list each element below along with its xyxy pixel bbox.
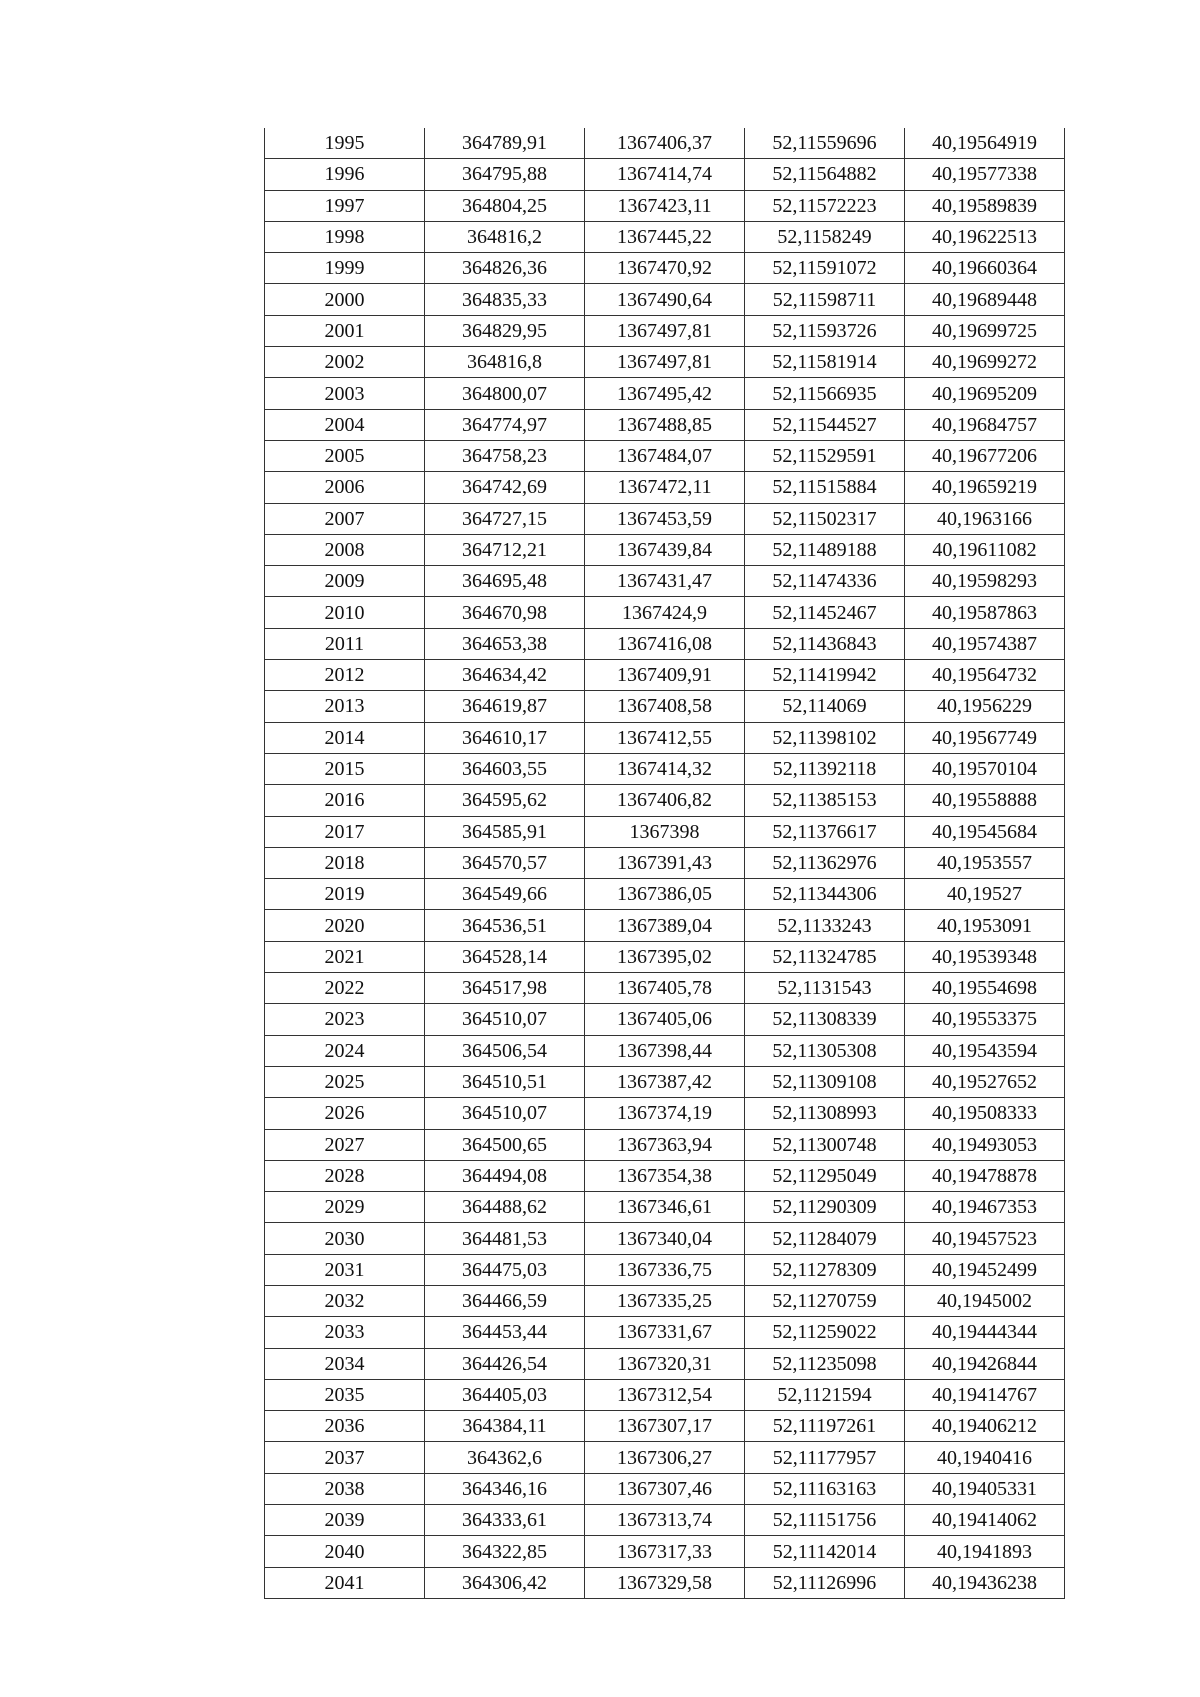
x-coordinate-cell: 364510,51 (425, 1066, 585, 1097)
longitude-cell: 40,19406212 (905, 1411, 1065, 1442)
point-number-cell: 2019 (265, 879, 425, 910)
y-coordinate-cell: 1367439,84 (585, 534, 745, 565)
longitude-cell: 40,19414767 (905, 1379, 1065, 1410)
x-coordinate-cell: 364610,17 (425, 722, 585, 753)
longitude-cell: 40,19611082 (905, 534, 1065, 565)
y-coordinate-cell: 1367445,22 (585, 221, 745, 252)
table-row (265, 660, 1065, 691)
x-coordinate-cell: 364306,42 (425, 1567, 585, 1598)
y-coordinate-cell: 1367488,85 (585, 409, 745, 440)
x-coordinate-cell: 364510,07 (425, 1004, 585, 1035)
longitude-cell: 40,19467353 (905, 1192, 1065, 1223)
longitude-cell: 40,1945002 (905, 1285, 1065, 1316)
x-coordinate-cell: 364506,54 (425, 1035, 585, 1066)
latitude-cell: 52,11324785 (745, 941, 905, 972)
point-number-cell: 2034 (265, 1348, 425, 1379)
x-coordinate-cell: 364453,44 (425, 1317, 585, 1348)
x-coordinate-cell: 364475,03 (425, 1254, 585, 1285)
x-coordinate-cell: 364653,38 (425, 628, 585, 659)
point-number-cell: 2005 (265, 440, 425, 471)
latitude-cell: 52,11151756 (745, 1505, 905, 1536)
latitude-cell: 52,11419942 (745, 660, 905, 691)
y-coordinate-cell: 1367320,31 (585, 1348, 745, 1379)
point-number-cell: 2014 (265, 722, 425, 753)
longitude-cell: 40,19622513 (905, 221, 1065, 252)
point-number-cell: 2002 (265, 347, 425, 378)
table-row (265, 847, 1065, 878)
longitude-cell: 40,1963166 (905, 503, 1065, 534)
table-body (265, 128, 1065, 1598)
longitude-cell: 40,19589839 (905, 190, 1065, 221)
latitude-cell: 52,11300748 (745, 1129, 905, 1160)
x-coordinate-cell: 364570,57 (425, 847, 585, 878)
table-row (265, 1411, 1065, 1442)
longitude-cell: 40,19677206 (905, 440, 1065, 471)
table-row (265, 347, 1065, 378)
table-row (265, 1473, 1065, 1504)
x-coordinate-cell: 364549,66 (425, 879, 585, 910)
latitude-cell: 52,11515884 (745, 472, 905, 503)
y-coordinate-cell: 1367406,82 (585, 785, 745, 816)
latitude-cell: 52,11362976 (745, 847, 905, 878)
point-number-cell: 2029 (265, 1192, 425, 1223)
table-row (265, 1098, 1065, 1129)
y-coordinate-cell: 1367412,55 (585, 722, 745, 753)
y-coordinate-cell: 1367424,9 (585, 597, 745, 628)
point-number-cell: 2004 (265, 409, 425, 440)
point-number-cell: 2015 (265, 753, 425, 784)
longitude-cell: 40,19444344 (905, 1317, 1065, 1348)
x-coordinate-cell: 364494,08 (425, 1160, 585, 1191)
y-coordinate-cell: 1367336,75 (585, 1254, 745, 1285)
x-coordinate-cell: 364536,51 (425, 910, 585, 941)
latitude-cell: 52,11591072 (745, 253, 905, 284)
latitude-cell: 52,11308339 (745, 1004, 905, 1035)
point-number-cell: 1997 (265, 190, 425, 221)
x-coordinate-cell: 364619,87 (425, 691, 585, 722)
table-row (265, 159, 1065, 190)
point-number-cell: 2033 (265, 1317, 425, 1348)
longitude-cell: 40,19695209 (905, 378, 1065, 409)
x-coordinate-cell: 364789,91 (425, 128, 585, 159)
point-number-cell: 2022 (265, 973, 425, 1004)
x-coordinate-cell: 364510,07 (425, 1098, 585, 1129)
point-number-cell: 2026 (265, 1098, 425, 1129)
point-number-cell: 2000 (265, 284, 425, 315)
longitude-cell: 40,19554698 (905, 973, 1065, 1004)
y-coordinate-cell: 1367312,54 (585, 1379, 745, 1410)
x-coordinate-cell: 364695,48 (425, 566, 585, 597)
table-row (265, 785, 1065, 816)
table-row (265, 1285, 1065, 1316)
latitude-cell: 52,11163163 (745, 1473, 905, 1504)
point-number-cell: 2017 (265, 816, 425, 847)
latitude-cell: 52,11489188 (745, 534, 905, 565)
x-coordinate-cell: 364488,62 (425, 1192, 585, 1223)
table-row (265, 1348, 1065, 1379)
x-coordinate-cell: 364774,97 (425, 409, 585, 440)
longitude-cell: 40,19660364 (905, 253, 1065, 284)
point-number-cell: 2011 (265, 628, 425, 659)
table-row (265, 472, 1065, 503)
y-coordinate-cell: 1367331,67 (585, 1317, 745, 1348)
point-number-cell: 2016 (265, 785, 425, 816)
table-row (265, 534, 1065, 565)
table-row (265, 566, 1065, 597)
latitude-cell: 52,11197261 (745, 1411, 905, 1442)
longitude-cell: 40,19414062 (905, 1505, 1065, 1536)
x-coordinate-cell: 364742,69 (425, 472, 585, 503)
longitude-cell: 40,19539348 (905, 941, 1065, 972)
table-row (265, 816, 1065, 847)
table-row (265, 1035, 1065, 1066)
y-coordinate-cell: 1367354,38 (585, 1160, 745, 1191)
table-row (265, 284, 1065, 315)
longitude-cell: 40,19689448 (905, 284, 1065, 315)
y-coordinate-cell: 1367470,92 (585, 253, 745, 284)
x-coordinate-cell: 364481,53 (425, 1223, 585, 1254)
longitude-cell: 40,19527 (905, 879, 1065, 910)
table-row (265, 1567, 1065, 1598)
point-number-cell: 2028 (265, 1160, 425, 1191)
latitude-cell: 52,11572223 (745, 190, 905, 221)
table-row (265, 315, 1065, 346)
latitude-cell: 52,11284079 (745, 1223, 905, 1254)
point-number-cell: 2003 (265, 378, 425, 409)
x-coordinate-cell: 364362,6 (425, 1442, 585, 1473)
table-row (265, 440, 1065, 471)
x-coordinate-cell: 364800,07 (425, 378, 585, 409)
table-row (265, 753, 1065, 784)
latitude-cell: 52,11529591 (745, 440, 905, 471)
point-number-cell: 2031 (265, 1254, 425, 1285)
point-number-cell: 2018 (265, 847, 425, 878)
latitude-cell: 52,11290309 (745, 1192, 905, 1223)
x-coordinate-cell: 364758,23 (425, 440, 585, 471)
x-coordinate-cell: 364346,16 (425, 1473, 585, 1504)
y-coordinate-cell: 1367398,44 (585, 1035, 745, 1066)
table-row (265, 879, 1065, 910)
point-number-cell: 2024 (265, 1035, 425, 1066)
latitude-cell: 52,11559696 (745, 128, 905, 159)
y-coordinate-cell: 1367307,17 (585, 1411, 745, 1442)
point-number-cell: 2036 (265, 1411, 425, 1442)
x-coordinate-cell: 364727,15 (425, 503, 585, 534)
point-number-cell: 1995 (265, 128, 425, 159)
y-coordinate-cell: 1367484,07 (585, 440, 745, 471)
table-row (265, 973, 1065, 1004)
point-number-cell: 1996 (265, 159, 425, 190)
table-row (265, 1192, 1065, 1223)
point-number-cell: 2040 (265, 1536, 425, 1567)
table-row (265, 628, 1065, 659)
y-coordinate-cell: 1367386,05 (585, 879, 745, 910)
y-coordinate-cell: 1367416,08 (585, 628, 745, 659)
latitude-cell: 52,11598711 (745, 284, 905, 315)
point-number-cell: 2025 (265, 1066, 425, 1097)
point-number-cell: 2027 (265, 1129, 425, 1160)
longitude-cell: 40,1953091 (905, 910, 1065, 941)
latitude-cell: 52,11305308 (745, 1035, 905, 1066)
point-number-cell: 1998 (265, 221, 425, 252)
y-coordinate-cell: 1367405,78 (585, 973, 745, 1004)
latitude-cell: 52,11392118 (745, 753, 905, 784)
latitude-cell: 52,11278309 (745, 1254, 905, 1285)
latitude-cell: 52,11235098 (745, 1348, 905, 1379)
latitude-cell: 52,11126996 (745, 1567, 905, 1598)
y-coordinate-cell: 1367340,04 (585, 1223, 745, 1254)
longitude-cell: 40,19570104 (905, 753, 1065, 784)
y-coordinate-cell: 1367317,33 (585, 1536, 745, 1567)
x-coordinate-cell: 364595,62 (425, 785, 585, 816)
longitude-cell: 40,1940416 (905, 1442, 1065, 1473)
table-row (265, 1505, 1065, 1536)
latitude-cell: 52,11308993 (745, 1098, 905, 1129)
table-row (265, 910, 1065, 941)
latitude-cell: 52,11566935 (745, 378, 905, 409)
latitude-cell: 52,1158249 (745, 221, 905, 252)
latitude-cell: 52,11259022 (745, 1317, 905, 1348)
longitude-cell: 40,19659219 (905, 472, 1065, 503)
latitude-cell: 52,11309108 (745, 1066, 905, 1097)
y-coordinate-cell: 1367389,04 (585, 910, 745, 941)
table-row (265, 253, 1065, 284)
table-row (265, 941, 1065, 972)
table-row (265, 1223, 1065, 1254)
longitude-cell: 40,19405331 (905, 1473, 1065, 1504)
coordinates-table (264, 128, 1065, 1599)
x-coordinate-cell: 364517,98 (425, 973, 585, 1004)
longitude-cell: 40,1941893 (905, 1536, 1065, 1567)
x-coordinate-cell: 364500,65 (425, 1129, 585, 1160)
table-row (265, 691, 1065, 722)
y-coordinate-cell: 1367406,37 (585, 128, 745, 159)
latitude-cell: 52,11177957 (745, 1442, 905, 1473)
point-number-cell: 2032 (265, 1285, 425, 1316)
longitude-cell: 40,19564919 (905, 128, 1065, 159)
table-row (265, 378, 1065, 409)
y-coordinate-cell: 1367414,32 (585, 753, 745, 784)
longitude-cell: 40,19457523 (905, 1223, 1065, 1254)
table-row (265, 190, 1065, 221)
longitude-cell: 40,19587863 (905, 597, 1065, 628)
table-row (265, 221, 1065, 252)
latitude-cell: 52,11376617 (745, 816, 905, 847)
y-coordinate-cell: 1367306,27 (585, 1442, 745, 1473)
x-coordinate-cell: 364816,8 (425, 347, 585, 378)
longitude-cell: 40,19543594 (905, 1035, 1065, 1066)
x-coordinate-cell: 364634,42 (425, 660, 585, 691)
y-coordinate-cell: 1367497,81 (585, 347, 745, 378)
x-coordinate-cell: 364466,59 (425, 1285, 585, 1316)
x-coordinate-cell: 364835,33 (425, 284, 585, 315)
latitude-cell: 52,11344306 (745, 879, 905, 910)
y-coordinate-cell: 1367313,74 (585, 1505, 745, 1536)
point-number-cell: 2006 (265, 472, 425, 503)
y-coordinate-cell: 1367363,94 (585, 1129, 745, 1160)
y-coordinate-cell: 1367398 (585, 816, 745, 847)
latitude-cell: 52,1133243 (745, 910, 905, 941)
latitude-cell: 52,11142014 (745, 1536, 905, 1567)
longitude-cell: 40,19452499 (905, 1254, 1065, 1285)
x-coordinate-cell: 364826,36 (425, 253, 585, 284)
longitude-cell: 40,19577338 (905, 159, 1065, 190)
latitude-cell: 52,11436843 (745, 628, 905, 659)
y-coordinate-cell: 1367387,42 (585, 1066, 745, 1097)
table-row (265, 1379, 1065, 1410)
latitude-cell: 52,11474336 (745, 566, 905, 597)
y-coordinate-cell: 1367307,46 (585, 1473, 745, 1504)
point-number-cell: 2041 (265, 1567, 425, 1598)
y-coordinate-cell: 1367409,91 (585, 660, 745, 691)
latitude-cell: 52,1121594 (745, 1379, 905, 1410)
y-coordinate-cell: 1367431,47 (585, 566, 745, 597)
point-number-cell: 2013 (265, 691, 425, 722)
y-coordinate-cell: 1367453,59 (585, 503, 745, 534)
x-coordinate-cell: 364829,95 (425, 315, 585, 346)
table-row (265, 1254, 1065, 1285)
latitude-cell: 52,11502317 (745, 503, 905, 534)
y-coordinate-cell: 1367395,02 (585, 941, 745, 972)
y-coordinate-cell: 1367391,43 (585, 847, 745, 878)
point-number-cell: 1999 (265, 253, 425, 284)
longitude-cell: 40,19545684 (905, 816, 1065, 847)
point-number-cell: 2035 (265, 1379, 425, 1410)
point-number-cell: 2020 (265, 910, 425, 941)
table-row (265, 1536, 1065, 1567)
y-coordinate-cell: 1367472,11 (585, 472, 745, 503)
x-coordinate-cell: 364712,21 (425, 534, 585, 565)
table-row (265, 1066, 1065, 1097)
longitude-cell: 40,19436238 (905, 1567, 1065, 1598)
table-row (265, 597, 1065, 628)
x-coordinate-cell: 364528,14 (425, 941, 585, 972)
y-coordinate-cell: 1367490,64 (585, 284, 745, 315)
y-coordinate-cell: 1367497,81 (585, 315, 745, 346)
x-coordinate-cell: 364816,2 (425, 221, 585, 252)
longitude-cell: 40,19598293 (905, 566, 1065, 597)
latitude-cell: 52,11385153 (745, 785, 905, 816)
latitude-cell: 52,11544527 (745, 409, 905, 440)
longitude-cell: 40,19564732 (905, 660, 1065, 691)
latitude-cell: 52,11581914 (745, 347, 905, 378)
x-coordinate-cell: 364384,11 (425, 1411, 585, 1442)
table-row (265, 1004, 1065, 1035)
y-coordinate-cell: 1367414,74 (585, 159, 745, 190)
longitude-cell: 40,19699725 (905, 315, 1065, 346)
table-row (265, 1129, 1065, 1160)
y-coordinate-cell: 1367346,61 (585, 1192, 745, 1223)
table-row (265, 1442, 1065, 1473)
point-number-cell: 2037 (265, 1442, 425, 1473)
y-coordinate-cell: 1367495,42 (585, 378, 745, 409)
longitude-cell: 40,19493053 (905, 1129, 1065, 1160)
y-coordinate-cell: 1367408,58 (585, 691, 745, 722)
point-number-cell: 2009 (265, 566, 425, 597)
longitude-cell: 40,19426844 (905, 1348, 1065, 1379)
longitude-cell: 40,19478878 (905, 1160, 1065, 1191)
point-number-cell: 2007 (265, 503, 425, 534)
x-coordinate-cell: 364585,91 (425, 816, 585, 847)
y-coordinate-cell: 1367405,06 (585, 1004, 745, 1035)
point-number-cell: 2038 (265, 1473, 425, 1504)
point-number-cell: 2008 (265, 534, 425, 565)
longitude-cell: 40,19699272 (905, 347, 1065, 378)
x-coordinate-cell: 364405,03 (425, 1379, 585, 1410)
longitude-cell: 40,19558888 (905, 785, 1065, 816)
table-row (265, 1160, 1065, 1191)
point-number-cell: 2021 (265, 941, 425, 972)
table-row (265, 409, 1065, 440)
longitude-cell: 40,19553375 (905, 1004, 1065, 1035)
y-coordinate-cell: 1367329,58 (585, 1567, 745, 1598)
table-row (265, 503, 1065, 534)
latitude-cell: 52,11452467 (745, 597, 905, 628)
longitude-cell: 40,19574387 (905, 628, 1065, 659)
longitude-cell: 40,19684757 (905, 409, 1065, 440)
longitude-cell: 40,1953557 (905, 847, 1065, 878)
x-coordinate-cell: 364426,54 (425, 1348, 585, 1379)
point-number-cell: 2012 (265, 660, 425, 691)
longitude-cell: 40,19567749 (905, 722, 1065, 753)
longitude-cell: 40,19508333 (905, 1098, 1065, 1129)
latitude-cell: 52,11398102 (745, 722, 905, 753)
point-number-cell: 2001 (265, 315, 425, 346)
latitude-cell: 52,1131543 (745, 973, 905, 1004)
latitude-cell: 52,114069 (745, 691, 905, 722)
latitude-cell: 52,11295049 (745, 1160, 905, 1191)
point-number-cell: 2039 (265, 1505, 425, 1536)
longitude-cell: 40,1956229 (905, 691, 1065, 722)
point-number-cell: 2030 (265, 1223, 425, 1254)
longitude-cell: 40,19527652 (905, 1066, 1065, 1097)
latitude-cell: 52,11564882 (745, 159, 905, 190)
table-row (265, 722, 1065, 753)
x-coordinate-cell: 364322,85 (425, 1536, 585, 1567)
point-number-cell: 2023 (265, 1004, 425, 1035)
latitude-cell: 52,11270759 (745, 1285, 905, 1316)
y-coordinate-cell: 1367335,25 (585, 1285, 745, 1316)
table-row (265, 128, 1065, 159)
y-coordinate-cell: 1367374,19 (585, 1098, 745, 1129)
y-coordinate-cell: 1367423,11 (585, 190, 745, 221)
x-coordinate-cell: 364670,98 (425, 597, 585, 628)
latitude-cell: 52,11593726 (745, 315, 905, 346)
x-coordinate-cell: 364795,88 (425, 159, 585, 190)
table-row (265, 1317, 1065, 1348)
x-coordinate-cell: 364603,55 (425, 753, 585, 784)
point-number-cell: 2010 (265, 597, 425, 628)
x-coordinate-cell: 364804,25 (425, 190, 585, 221)
x-coordinate-cell: 364333,61 (425, 1505, 585, 1536)
